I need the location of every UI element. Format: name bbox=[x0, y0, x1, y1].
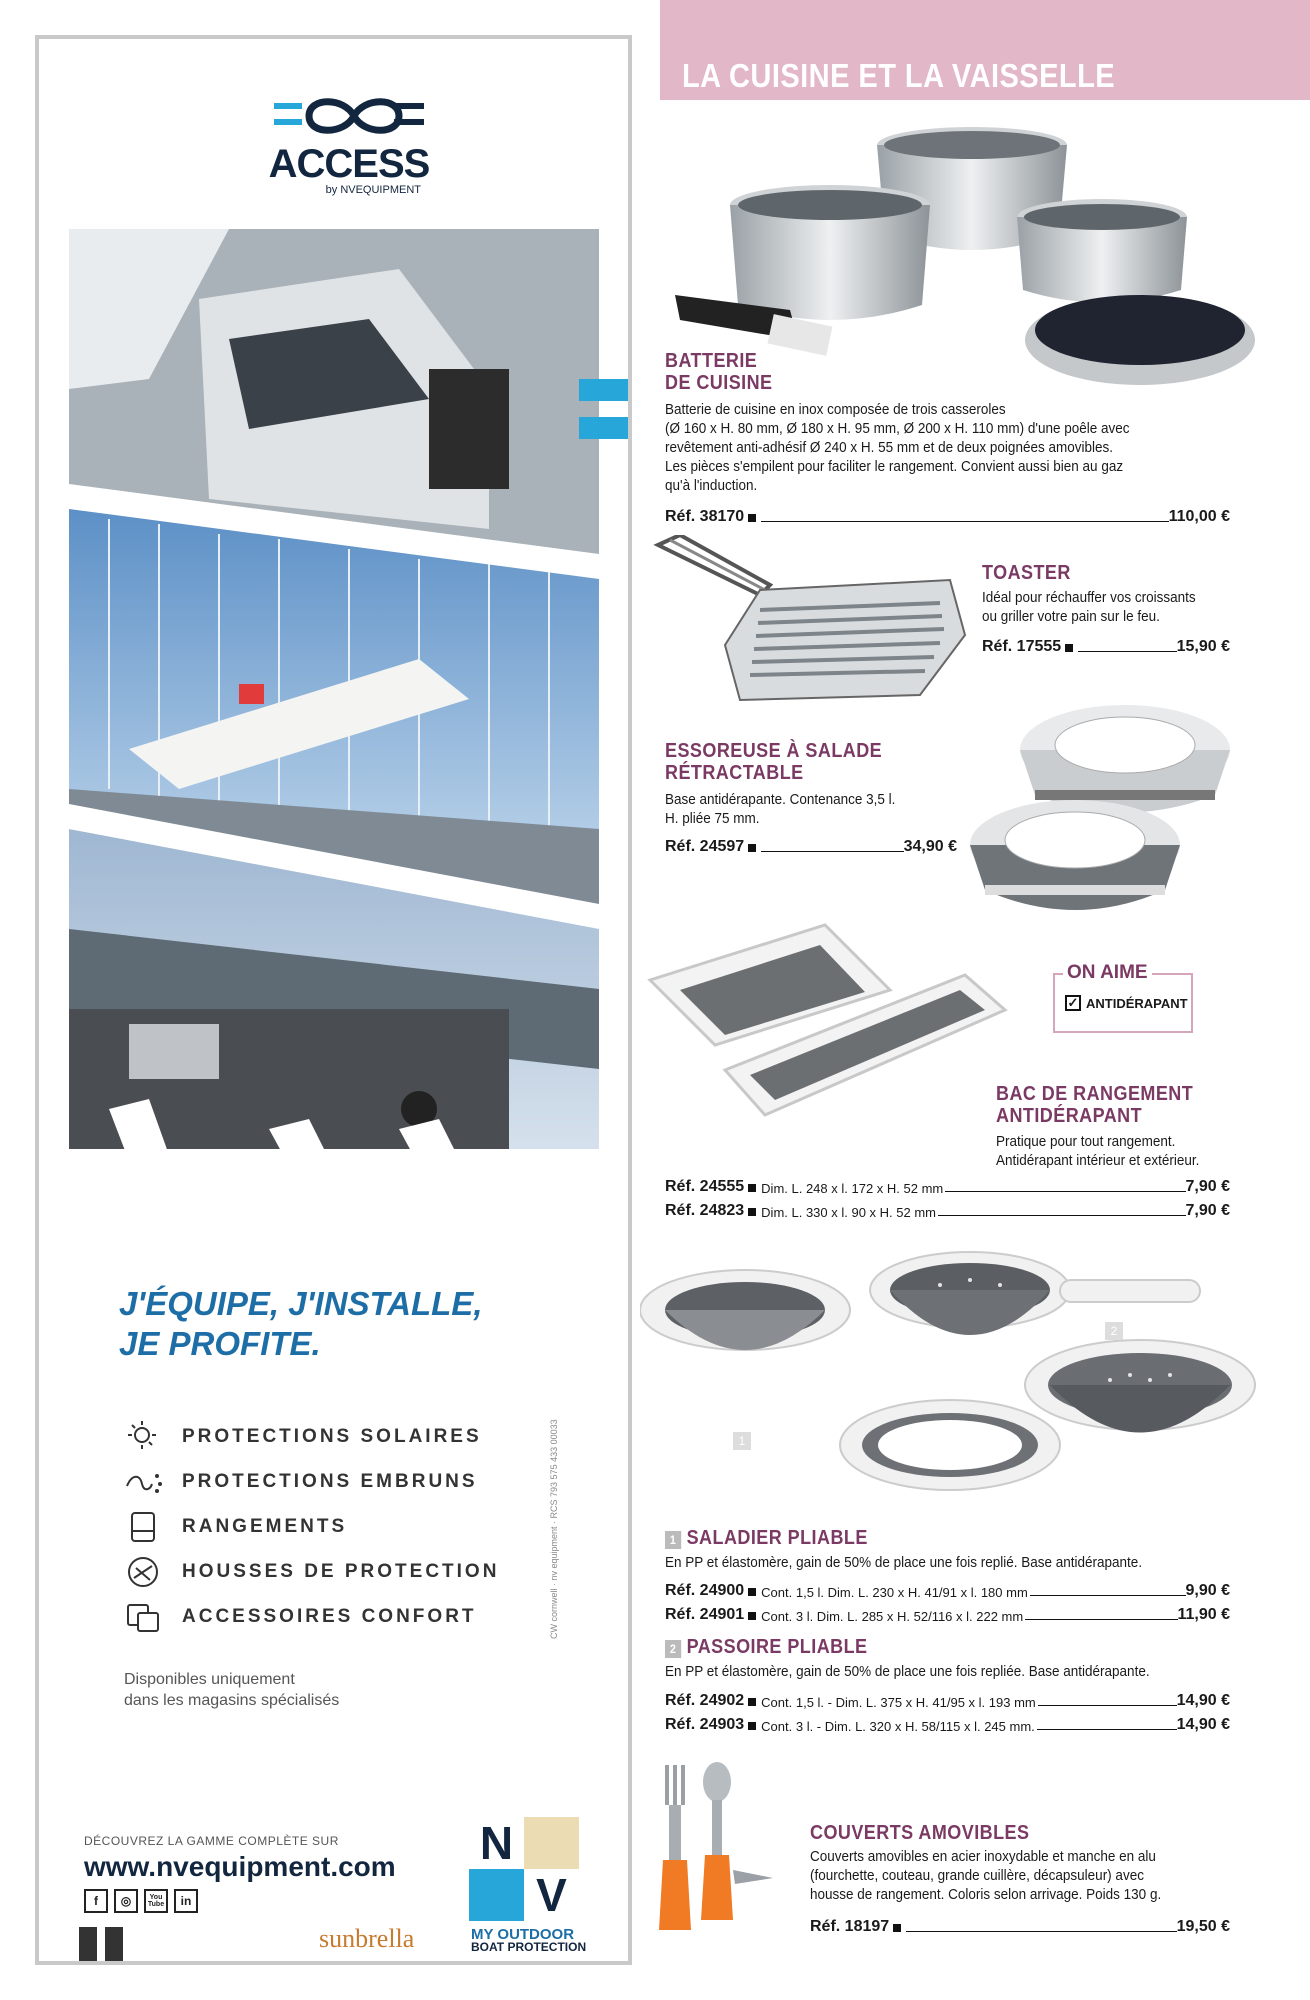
feature-item bbox=[124, 1549, 499, 1594]
feature-label: PROTECTIONS EMBRUNS bbox=[182, 1470, 478, 1492]
bac-ref-line bbox=[665, 1178, 1230, 1196]
price-leader bbox=[761, 521, 1168, 522]
photo-number-badge: 1 bbox=[733, 1432, 751, 1450]
desc-line: Batterie de cuisine en inox composée de trois casseroles bbox=[665, 401, 1006, 418]
title-text: PASSOIRE PLIABLE bbox=[686, 1636, 868, 1658]
social-links bbox=[84, 1889, 198, 1913]
desc-line: qu'à l'induction. bbox=[665, 477, 758, 494]
note-line: dans les magasins spécialisés bbox=[124, 1692, 340, 1709]
facebook-icon[interactable]: f bbox=[84, 1889, 108, 1913]
discover-text: DÉCOUVREZ LA GAMME COMPLÈTE SUR bbox=[84, 1834, 339, 1848]
accent-stripe bbox=[579, 417, 632, 439]
ref-code: Réf. 24900 bbox=[665, 1582, 745, 1599]
antiderapant-feature bbox=[1065, 995, 1188, 1011]
price: 110,00 € bbox=[1168, 508, 1230, 525]
bullet-square-icon bbox=[748, 1184, 756, 1192]
storage-bag-icon bbox=[124, 1509, 164, 1545]
nv-letter: V bbox=[524, 1869, 579, 1921]
dimensions: Cont. 1,5 l. - Dim. L. 375 x H. 41/95 x l. 193 mm bbox=[761, 1695, 1036, 1710]
desc-line: revêtement anti-adhésif Ø 240 x H. 55 mm et de deux poignées amovibles. bbox=[665, 439, 1114, 456]
price: 14,90 € bbox=[1176, 1692, 1230, 1709]
bullet-square-icon bbox=[1065, 644, 1073, 652]
item-number-badge: 2 bbox=[665, 1640, 681, 1658]
bullet-square-icon bbox=[748, 514, 756, 522]
ref-code: Réf. 24823 bbox=[665, 1202, 745, 1219]
couverts-ref-line bbox=[810, 1918, 1230, 1936]
saladier-description: En PP et élastomère, gain de 50% de place une fois replié. Base antidérapante. bbox=[665, 1554, 1143, 1571]
bullet-square-icon bbox=[748, 844, 756, 852]
feature-label: RANGEMENTS bbox=[182, 1515, 348, 1537]
price: 11,90 € bbox=[1177, 1606, 1230, 1623]
pause-mark-icon bbox=[79, 1927, 127, 1965]
title-text: SALADIER PLIABLE bbox=[686, 1527, 868, 1549]
feature-item bbox=[124, 1459, 499, 1504]
toaster-description bbox=[982, 588, 1196, 626]
bullet-square-icon bbox=[748, 1698, 756, 1706]
salad-spinner-image bbox=[965, 690, 1235, 930]
desc-line: Antidérapant intérieur et extérieur. bbox=[996, 1152, 1200, 1169]
passoire-ref-line bbox=[665, 1716, 1230, 1734]
slogan-line: JE PROFITE. bbox=[119, 1325, 321, 1362]
dimensions: Cont. 3 l. Dim. L. 285 x H. 52/116 x l. 222 mm bbox=[761, 1609, 1024, 1624]
batterie-description bbox=[665, 400, 1169, 495]
price-leader bbox=[906, 1931, 1176, 1932]
price-leader bbox=[945, 1191, 1185, 1192]
cushion-icon bbox=[124, 1599, 164, 1635]
feature-item bbox=[124, 1504, 499, 1549]
on-aime-title: ON AIME bbox=[1063, 962, 1152, 984]
feature-label: HOUSSES DE PROTECTION bbox=[182, 1560, 500, 1582]
title-line: ANTIDÉRAPANT bbox=[996, 1105, 1143, 1127]
slogan-line: J'ÉQUIPE, J'INSTALLE, bbox=[119, 1285, 483, 1322]
ref-code: Réf. 18197 bbox=[810, 1918, 890, 1935]
feature-list bbox=[124, 1414, 499, 1639]
side-credit: CW cornwell · nv equipment · RCS 793 575 433 00033 bbox=[549, 1419, 559, 1639]
title-line: ESSOREUSE À SALADE bbox=[665, 740, 883, 762]
couverts-title: COUVERTS AMOVIBLES bbox=[810, 1822, 1030, 1844]
access-logo bbox=[259, 89, 439, 196]
note-line: Disponibles uniquement bbox=[124, 1671, 295, 1688]
brand-name: ACCESS bbox=[268, 142, 430, 186]
title-line: BAC DE RANGEMENT bbox=[996, 1083, 1194, 1105]
ad-slogan bbox=[119, 1284, 482, 1364]
price-leader bbox=[761, 851, 903, 852]
price-leader bbox=[1030, 1595, 1186, 1596]
desc-line: housse de rangement. Coloris selon arrivage. Poids 130 g. bbox=[810, 1886, 1162, 1903]
desc-line: Couverts amovibles en acier inoxydable et manche en alu bbox=[810, 1848, 1156, 1865]
desc-line: ou griller votre pain sur le feu. bbox=[982, 608, 1160, 625]
boat-photo-collage bbox=[69, 229, 599, 1239]
bullet-square-icon bbox=[893, 1924, 901, 1932]
saladier-ref-line bbox=[665, 1582, 1230, 1600]
desc-line: (fourchette, couteau, grande cuillère, décapsuleur) avec bbox=[810, 1867, 1144, 1884]
cutlery-image bbox=[655, 1760, 775, 1935]
price: 34,90 € bbox=[903, 838, 957, 855]
desc-line: (Ø 160 x H. 80 mm, Ø 180 x H. 95 mm, Ø 200 x H. 110 mm) d'une poêle avec bbox=[665, 420, 1130, 437]
saladier-ref-line bbox=[665, 1606, 1230, 1624]
nv-slogan-line: MY OUTDOOR bbox=[471, 1926, 575, 1943]
nv-letter: N bbox=[469, 1817, 524, 1869]
feature-label: PROTECTIONS SOLAIRES bbox=[182, 1425, 482, 1447]
instagram-icon[interactable]: ◎ bbox=[114, 1889, 138, 1913]
on-aime-badge bbox=[1053, 962, 1193, 1033]
desc-line: Base antidérapante. Contenance 3,5 l. bbox=[665, 791, 896, 808]
price: 14,90 € bbox=[1176, 1716, 1230, 1733]
price: 7,90 € bbox=[1185, 1178, 1230, 1195]
price-leader bbox=[938, 1215, 1186, 1216]
photo-number-badge: 2 bbox=[1105, 1322, 1123, 1340]
item-number-badge: 1 bbox=[665, 1531, 681, 1549]
title-line: RÉTRACTABLE bbox=[665, 762, 804, 784]
accent-stripe bbox=[579, 379, 632, 401]
youtube-icon[interactable]: You Tube bbox=[144, 1889, 168, 1913]
ref-code: Réf. 24903 bbox=[665, 1716, 745, 1733]
couverts-description bbox=[810, 1847, 1161, 1904]
availability-note bbox=[124, 1669, 339, 1711]
sunbrella-logo: sunbrella bbox=[319, 1924, 415, 1953]
price: 7,90 € bbox=[1185, 1202, 1230, 1219]
desc-line: Les pièces s'empilent pour faciliter le rangement. Convient aussi bien au gaz bbox=[665, 458, 1124, 475]
feature-label: ANTIDÉRAPANT bbox=[1086, 995, 1188, 1011]
feature-label: ACCESSOIRES CONFORT bbox=[182, 1605, 477, 1627]
nv-slogan-line: BOAT PROTECTION bbox=[471, 1940, 587, 1954]
dimensions: Dim. L. 330 x l. 90 x H. 52 mm bbox=[761, 1205, 937, 1220]
rope-knot-logo-icon bbox=[274, 89, 424, 144]
essoreuse-ref-line bbox=[665, 838, 957, 856]
nv-blue-square bbox=[469, 1869, 524, 1921]
desc-line: Idéal pour réchauffer vos croissants bbox=[982, 589, 1196, 606]
price: 15,90 € bbox=[1176, 638, 1230, 655]
bullet-square-icon bbox=[748, 1208, 756, 1216]
price: 19,50 € bbox=[1176, 1918, 1230, 1935]
ref-code: Réf. 17555 bbox=[982, 638, 1062, 655]
passoire-title bbox=[665, 1636, 868, 1658]
website-link[interactable]: www.nvequipment.com bbox=[84, 1851, 396, 1882]
price-leader bbox=[1038, 1705, 1177, 1706]
dimensions: Cont. 1,5 l. Dim. L. 230 x H. 41/91 x l. 180 mm bbox=[761, 1585, 1028, 1600]
saladier-title bbox=[665, 1527, 868, 1549]
price-leader bbox=[1037, 1729, 1177, 1730]
spray-wave-icon bbox=[124, 1464, 164, 1500]
price-leader bbox=[1025, 1619, 1177, 1620]
toaster-ref-line bbox=[982, 638, 1230, 656]
essoreuse-description bbox=[665, 790, 895, 828]
dimensions: Cont. 3 l. - Dim. L. 320 x H. 58/115 x l. 245 mm. bbox=[761, 1719, 1035, 1734]
bac-description bbox=[996, 1132, 1199, 1170]
title-line: BATTERIE bbox=[665, 350, 758, 372]
nv-logo bbox=[469, 1817, 579, 1921]
passoire-description: En PP et élastomère, gain de 50% de place une fois repliée. Base antidérapante. bbox=[665, 1663, 1150, 1680]
ref-code: Réf. 24902 bbox=[665, 1692, 745, 1709]
nv-slogan bbox=[471, 1926, 587, 1954]
section-title: LA CUISINE ET LA VAISSELLE bbox=[682, 57, 1116, 94]
price-leader bbox=[1078, 651, 1176, 652]
collapsible-bowls-image bbox=[640, 1250, 1260, 1500]
brand-sub: by NVEQUIPMENT bbox=[325, 184, 421, 196]
feature-item bbox=[124, 1594, 499, 1639]
toaster-title: TOASTER bbox=[982, 562, 1071, 584]
passoire-ref-line bbox=[665, 1692, 1230, 1710]
price: 9,90 € bbox=[1185, 1582, 1230, 1599]
checkbox-icon: ✓ bbox=[1065, 995, 1081, 1011]
ref-code: Réf. 38170 bbox=[665, 508, 745, 525]
nv-sand-square bbox=[524, 1817, 579, 1869]
ref-code: Réf. 24597 bbox=[665, 838, 745, 855]
ref-code: Réf. 24901 bbox=[665, 1606, 745, 1623]
desc-line: Pratique pour tout rangement. bbox=[996, 1133, 1176, 1150]
bullet-square-icon bbox=[748, 1612, 756, 1620]
storage-tray-image bbox=[645, 920, 1045, 1135]
bac-ref-line bbox=[665, 1202, 1230, 1220]
feature-item bbox=[124, 1414, 499, 1459]
dimensions: Dim. L. 248 x l. 172 x H. 52 mm bbox=[761, 1181, 944, 1196]
bullet-square-icon bbox=[748, 1722, 756, 1730]
title-line: DE CUISINE bbox=[665, 372, 773, 394]
bac-title bbox=[996, 1083, 1193, 1127]
toaster-image bbox=[650, 535, 970, 705]
desc-line: H. pliée 75 mm. bbox=[665, 810, 760, 827]
bullet-square-icon bbox=[748, 1588, 756, 1596]
linkedin-icon[interactable]: in bbox=[174, 1889, 198, 1913]
cover-icon bbox=[124, 1554, 164, 1590]
sun-icon bbox=[124, 1419, 164, 1455]
batterie-title bbox=[665, 350, 773, 394]
batterie-ref-line bbox=[665, 508, 1230, 526]
ref-code: Réf. 24555 bbox=[665, 1178, 745, 1195]
essoreuse-title bbox=[665, 740, 882, 784]
access-advert bbox=[35, 35, 632, 1965]
